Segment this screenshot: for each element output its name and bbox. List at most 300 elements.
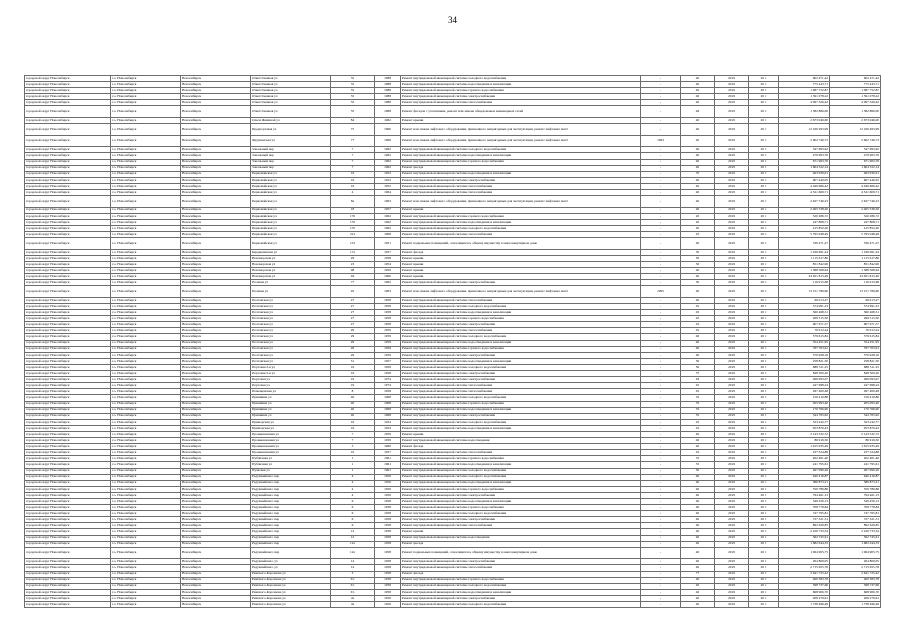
house-cell: 40 [331,395,375,401]
norm-cell: 63 [681,377,715,383]
cost-cell: 2 673 046,00 [779,118,830,124]
year-cell: 1962 [375,225,401,231]
work-type-cell: Ремонт внутридомовой инженерной системы горячего водоснабжения [401,456,641,462]
town-cell: Новосибирск [181,304,251,310]
city-cell: г.о. Новосибирск [111,316,181,322]
cost-cell: 1 115 617,86 [779,255,830,261]
start-year-cell: 2019 [715,438,749,444]
work-type-cell: Ремонт внутридомовой инженерной системы холодного водоснабжения [401,602,641,608]
street-cell: Радужнейшего пер [251,511,331,517]
lift-year-cell: - [641,304,681,310]
end-year-cell: 20 г [749,82,779,88]
cost-cell: 13 151 786,60 [779,286,830,298]
end-year-cell: 20 г [749,450,779,456]
house-cell: 35 [331,106,375,118]
district-cell: городской округ Новосибирск [25,595,111,601]
town-cell: Новосибирск [181,377,251,383]
lift-year-cell: - [641,88,681,94]
cost-cell: 794 461,13 [779,492,830,498]
work-type-cell: Ремонт внутридомовой инженерной системы холодного водоснабжения [401,395,641,401]
city-cell: г.о. Новосибирск [111,274,181,280]
total-cost-cell: 386 873,21 [830,480,881,486]
work-type-cell: Ремонт крыши [401,274,641,280]
total-cost-cell: 241 795,61 [830,462,881,468]
cost-cell: 1 087 752,87 [779,88,830,94]
town-cell: Новосибирск [181,577,251,583]
norm-cell: 45 [681,389,715,395]
lift-year-cell: - [641,499,681,505]
lift-year-cell: - [641,389,681,395]
year-cell: 1968 [375,413,401,419]
city-cell: г.о. Новосибирск [111,100,181,106]
district-cell: городской округ Новосибирск [25,577,111,583]
street-cell: Промышленная ул [251,450,331,456]
street-cell: Ответственная ул [251,76,331,82]
total-cost-cell: 344 765,92 [830,413,881,419]
house-cell: 77 [331,280,375,286]
city-cell: г.о. Новосибирск [111,547,181,559]
end-year-cell: 20 г [749,595,779,601]
total-cost-cell: 297 400,48 [830,389,881,395]
house-cell: 6 [331,517,375,523]
table-row [25,547,881,559]
table-row [25,196,881,208]
start-year-cell: 2019 [715,541,749,547]
house-cell: 4 [331,190,375,196]
end-year-cell: 20 г [749,492,779,498]
total-cost-cell: 86 916,50 [830,438,881,444]
year-cell: 1958 [375,523,401,529]
total-cost-cell: 398 737,66 [830,583,881,589]
cost-cell: 5 795 048,49 [779,232,830,238]
end-year-cell: 20 г [749,505,779,511]
start-year-cell: 2019 [715,517,749,523]
norm-cell: 77 [681,571,715,577]
district-cell: городской округ Новосибирск [25,377,111,383]
city-cell: г.о. Новосибирск [111,340,181,346]
street-cell: Пришвина ул [251,407,331,413]
norm-cell: 35 [681,413,715,419]
town-cell: Новосибирск [181,106,251,118]
year-cell: 1958 [375,505,401,511]
lift-year-cell: - [641,371,681,377]
town-cell: Новосибирск [181,517,251,523]
house-cell: 35 [331,100,375,106]
lift-year-cell: - [641,456,681,462]
house-cell: 29 [331,328,375,334]
town-cell: Новосибирск [181,274,251,280]
end-year-cell: 20 г [749,183,779,189]
end-year-cell: 20 г [749,238,779,250]
cost-cell: 4 049 666,42 [779,183,830,189]
cost-cell: 668 906,70 [779,589,830,595]
norm-cell: 40 [681,602,715,608]
street-cell: Полтавская ул [251,328,331,334]
cost-cell: 2 465 538,26 [779,207,830,213]
town-cell: Новосибирск [181,595,251,601]
end-year-cell: 20 г [749,118,779,124]
lift-year-cell: - [641,94,681,100]
cost-cell: 671 963,76 [779,159,830,165]
total-cost-cell: 607 671,57 [830,322,881,328]
norm-cell: 35 [681,462,715,468]
house-cell: 51 [331,358,375,364]
start-year-cell: 2019 [715,346,749,352]
year-cell: 1961 [375,468,401,474]
start-year-cell: 2019 [715,183,749,189]
street-cell: Ольги Жилиной ул [251,118,331,124]
lift-year-cell: - [641,118,681,124]
street-cell: Полтавская ул [251,352,331,358]
end-year-cell: 20 г [749,431,779,437]
street-cell: Римского-Корсакова ул [251,571,331,577]
street-cell: Радужнейшего пер [251,499,331,505]
norm-cell: 40 [681,94,715,100]
year-cell: 1959 [375,431,401,437]
norm-cell: 40 [681,480,715,486]
total-cost-cell: 2 602 746,73 [830,135,881,147]
total-cost-cell: 269 515,30 [830,316,881,322]
town-cell: Новосибирск [181,383,251,389]
cost-cell: 1 064 905,75 [779,547,830,559]
norm-cell: 40 [681,595,715,601]
district-cell: городской округ Новосибирск [25,261,111,267]
work-type-cell: Ремонт внутридомовой инженерной системы водоотведения и канализации [401,462,641,468]
town-cell: Новосибирск [181,213,251,219]
lift-year-cell: - [641,213,681,219]
start-year-cell: 2019 [715,177,749,183]
house-cell: 19 [331,383,375,389]
street-cell: Радужнейшего пер [251,492,331,498]
total-cost-cell: 264 809,05 [830,559,881,565]
work-type-cell: Ремонт внутридомовой инженерной системы холодного водоснабжения [401,334,641,340]
work-type-cell: Ремонт внутридомовой инженерной системы водоотведения и канализации [401,171,641,177]
total-cost-cell: 460 383,78 [830,577,881,583]
cost-cell: 347 693,92 [779,147,830,153]
work-type-cell: Ремонт внутридомовой инженерной системы электроснабжения [401,559,641,565]
work-type-cell: Ремонт внутридомовой инженерной системы горячего водоснабжения [401,486,641,492]
house-cell: 40 [331,413,375,419]
total-cost-cell: 2 465 538,26 [830,207,881,213]
end-year-cell: 20 г [749,274,779,280]
lift-year-cell: - [641,322,681,328]
norm-cell: 40 [681,577,715,583]
town-cell: Новосибирск [181,511,251,517]
district-cell: городской округ Новосибирск [25,316,111,322]
cost-cell: 156 410,86 [779,395,830,401]
norm-cell: 40 [681,505,715,511]
town-cell: Новосибирск [181,589,251,595]
lift-year-cell: - [641,153,681,159]
work-type-cell: Ремонт внутридомовой инженерной системы электроснабжения [401,371,641,377]
street-cell: Первомайская ул [251,177,331,183]
year-cell: 1954 [375,419,401,425]
work-type-cell: Ремонт внутридомовой инженерной системы горячего водоснабжения [401,505,641,511]
end-year-cell: 20 г [749,219,779,225]
lift-year-cell: - [641,346,681,352]
cost-cell: 398 737,66 [779,583,830,589]
city-cell: г.о. Новосибирск [111,304,181,310]
year-cell: 1956 [375,474,401,480]
city-cell: г.о. Новосибирск [111,171,181,177]
year-cell: 1968 [375,232,401,238]
district-cell: городской округ Новосибирск [25,171,111,177]
total-cost-cell: 1 064 905,75 [830,547,881,559]
year-cell: 1957 [375,358,401,364]
lift-year-cell: - [641,82,681,88]
year-cell: 1961 [375,456,401,462]
start-year-cell: 2019 [715,547,749,559]
start-year-cell: 2019 [715,529,749,535]
norm-cell: 35 [681,456,715,462]
year-cell: 1974 [375,377,401,383]
work-type-cell: Ремонт крыши [401,268,641,274]
district-cell: городской округ Новосибирск [25,297,111,303]
district-cell: городской округ Новосибирск [25,565,111,571]
year-cell: 1952 [375,171,401,177]
start-year-cell: 2019 [715,213,749,219]
city-cell: г.о. Новосибирск [111,474,181,480]
lift-year-cell: - [641,310,681,316]
norm-cell: 40 [681,486,715,492]
cost-cell: 1 604 522,14 [779,165,830,171]
end-year-cell: 20 г [749,100,779,106]
house-cell: 16 [331,371,375,377]
district-cell: городской округ Новосибирск [25,462,111,468]
house-cell: 1 [331,456,375,462]
end-year-cell: 20 г [749,462,779,468]
end-year-cell: 20 г [749,413,779,419]
start-year-cell: 2019 [715,589,749,595]
town-cell: Новосибирск [181,474,251,480]
norm-cell: 45 [681,322,715,328]
work-type-cell: Ремонт внутридомовой инженерной системы холодного водоснабжения [401,225,641,231]
lift-year-cell: - [641,505,681,511]
house-cell: 14 [331,565,375,571]
street-cell: Радужнейшего пер [251,529,331,535]
district-cell: городской округ Новосибирск [25,352,111,358]
total-cost-cell: 668 906,70 [830,589,881,595]
end-year-cell: 20 г [749,213,779,219]
house-cell: 23 [331,261,375,267]
norm-cell: 70 [681,171,715,177]
end-year-cell: 20 г [749,547,779,559]
lift-year-cell: - [641,462,681,468]
cost-cell: 206 279,61 [779,595,830,601]
work-type-cell: Ремонт внутридомовой инженерной системы водоотведения и канализации [401,219,641,225]
end-year-cell: 20 г [749,261,779,267]
street-cell: Портовая ул [251,377,331,383]
year-cell: 1957 [375,249,401,255]
norm-cell: 40 [681,147,715,153]
street-cell: Полевая ул [251,280,331,286]
street-cell: Римского-Корсакова ул [251,577,331,583]
city-cell: г.о. Новосибирск [111,517,181,523]
cost-cell: 467 090,26 [779,468,830,474]
start-year-cell: 2019 [715,535,749,541]
total-cost-cell: 727 321,51 [830,517,881,523]
cost-cell: 12 166 495,99 [779,124,830,136]
city-cell: г.о. Новосибирск [111,135,181,147]
end-year-cell: 20 г [749,76,779,82]
end-year-cell: 20 г [749,207,779,213]
norm-cell: 40 [681,159,715,165]
cost-cell: 767 703,61 [779,346,830,352]
town-cell: Новосибирск [181,286,251,298]
district-cell: городской округ Новосибирск [25,135,111,147]
start-year-cell: 2019 [715,82,749,88]
city-cell: г.о. Новосибирск [111,401,181,407]
district-cell: городской округ Новосибирск [25,523,111,529]
norm-cell: 40 [681,100,715,106]
work-type-cell: Ремонт крыши [401,207,641,213]
total-cost-cell: 1 615 935,49 [830,444,881,450]
norm-cell: 40 [681,238,715,250]
district-cell: городской округ Новосибирск [25,492,111,498]
work-type-cell: Ремонт подвальных помещений, относящихся к общему имуществу в многоквартирном доме [401,238,641,250]
year-cell: 1968 [375,401,401,407]
cost-cell: 205 093,40 [779,401,830,407]
work-type-cell: Ремонт внутридомовой инженерной системы водоотведения и канализации [401,480,641,486]
start-year-cell: 2019 [715,171,749,177]
street-cell: Полевая ул [251,286,331,298]
work-type-cell: Ремонт внутридомовой инженерной системы горячего водоснабжения [401,346,641,352]
lift-year-cell: - [641,232,681,238]
start-year-cell: 2019 [715,474,749,480]
start-year-cell: 2019 [715,159,749,165]
city-cell: г.о. Новосибирск [111,535,181,541]
total-cost-cell: 1 604 522,14 [830,165,881,171]
house-cell: 7 [331,438,375,444]
norm-cell: 40 [681,177,715,183]
total-cost-cell: 362 745,61 [830,535,881,541]
lift-year-cell: - [641,261,681,267]
town-cell: Новосибирск [181,395,251,401]
end-year-cell: 20 г [749,334,779,340]
lift-year-cell: - [641,280,681,286]
house-cell: 170 [331,213,375,219]
town-cell: Новосибирск [181,431,251,437]
house-cell: 98 [331,268,375,274]
norm-cell: 45 [681,316,715,322]
street-cell: Пулковая ул [251,468,331,474]
total-cost-cell: 1 682 044,33 [830,541,881,547]
street-cell: Приморская ул [251,419,331,425]
total-cost-cell: 671 963,76 [830,159,881,165]
work-type-cell: Ремонт внутридомовой инженерной системы теплоснабжения [401,389,641,395]
district-cell: городской округ Новосибирск [25,419,111,425]
cost-cell: 386 873,21 [779,480,830,486]
house-cell: 29 [331,352,375,358]
lift-year-cell: - [641,334,681,340]
lift-year-cell: - [641,438,681,444]
year-cell: 1958 [375,577,401,583]
street-cell: Полтавская ул [251,297,331,303]
norm-cell: 40 [681,190,715,196]
district-cell: городской округ Новосибирск [25,286,111,298]
lift-year-cell: - [641,595,681,601]
cost-cell: 2 627 746,23 [779,196,830,208]
lift-year-cell: - [641,547,681,559]
district-cell: городской округ Новосибирск [25,310,111,316]
norm-cell: 40 [681,499,715,505]
start-year-cell: 2019 [715,322,749,328]
total-cost-cell: 794 461,13 [830,492,881,498]
start-year-cell: 2019 [715,492,749,498]
work-type-cell: Ремонт внутридомовой инженерной системы водоотведения и канализации [401,425,641,431]
district-cell: городской округ Новосибирск [25,364,111,370]
year-cell: 1968 [375,407,401,413]
town-cell: Новосибирск [181,280,251,286]
work-type-cell: Ремонт внутридомовой инженерной системы электроснабжения [401,94,641,100]
house-cell: 27 [331,310,375,316]
district-cell: городской округ Новосибирск [25,535,111,541]
house-cell: 3/1 [331,577,375,583]
start-year-cell: 2019 [715,76,749,82]
city-cell: г.о. Новосибирск [111,559,181,565]
lift-year-cell: - [641,517,681,523]
year-cell: 1956 [375,268,401,274]
year-cell: 1962 [375,147,401,153]
lift-year-cell: - [641,225,681,231]
city-cell: г.о. Новосибирск [111,352,181,358]
norm-cell: 50 [681,261,715,267]
city-cell: г.о. Новосибирск [111,249,181,255]
lift-year-cell: - [641,328,681,334]
city-cell: г.о. Новосибирск [111,238,181,250]
city-cell: г.о. Новосибирск [111,419,181,425]
house-cell: 12 [331,535,375,541]
work-type-cell: Ремонт крыши [401,261,641,267]
cost-cell: 579 615,84 [779,334,830,340]
end-year-cell: 20 г [749,346,779,352]
district-cell: городской округ Новосибирск [25,401,111,407]
norm-cell: 40 [681,474,715,480]
city-cell: г.о. Новосибирск [111,232,181,238]
city-cell: г.о. Новосибирск [111,577,181,583]
city-cell: г.о. Новосибирск [111,444,181,450]
start-year-cell: 2019 [715,431,749,437]
year-cell: 1962 [375,118,401,124]
cost-cell: 237 524,89 [779,450,830,456]
town-cell: Новосибирск [181,94,251,100]
norm-cell: 46 [681,106,715,118]
cost-cell: 354 451,95 [779,340,830,346]
city-cell: г.о. Новосибирск [111,322,181,328]
cost-cell: 1 588 568,64 [779,268,830,274]
end-year-cell: 20 г [749,364,779,370]
work-type-cell: Ремонт или замена лифтового оборудования, признанного непригодным для эксплуатации, ремонт лифтовых шахт [401,124,641,136]
town-cell: Новосибирск [181,82,251,88]
city-cell: г.о. Новосибирск [111,334,181,340]
start-year-cell: 2019 [715,450,749,456]
start-year-cell: 2019 [715,571,749,577]
street-cell: Радужнейшего пер [251,517,331,523]
lift-year-cell: - [641,207,681,213]
norm-cell: 40 [681,583,715,589]
norm-cell: 35 [681,407,715,413]
norm-cell: 40 [681,135,715,147]
district-cell: городской округ Новосибирск [25,346,111,352]
city-cell: г.о. Новосибирск [111,602,181,608]
total-cost-cell: 559 786,86 [830,486,881,492]
end-year-cell: 20 г [749,190,779,196]
year-cell: 1958 [375,559,401,565]
district-cell: городской округ Новосибирск [25,438,111,444]
cost-cell: 602 471,42 [779,76,830,82]
norm-cell: 45 [681,328,715,334]
city-cell: г.о. Новосибирск [111,76,181,82]
